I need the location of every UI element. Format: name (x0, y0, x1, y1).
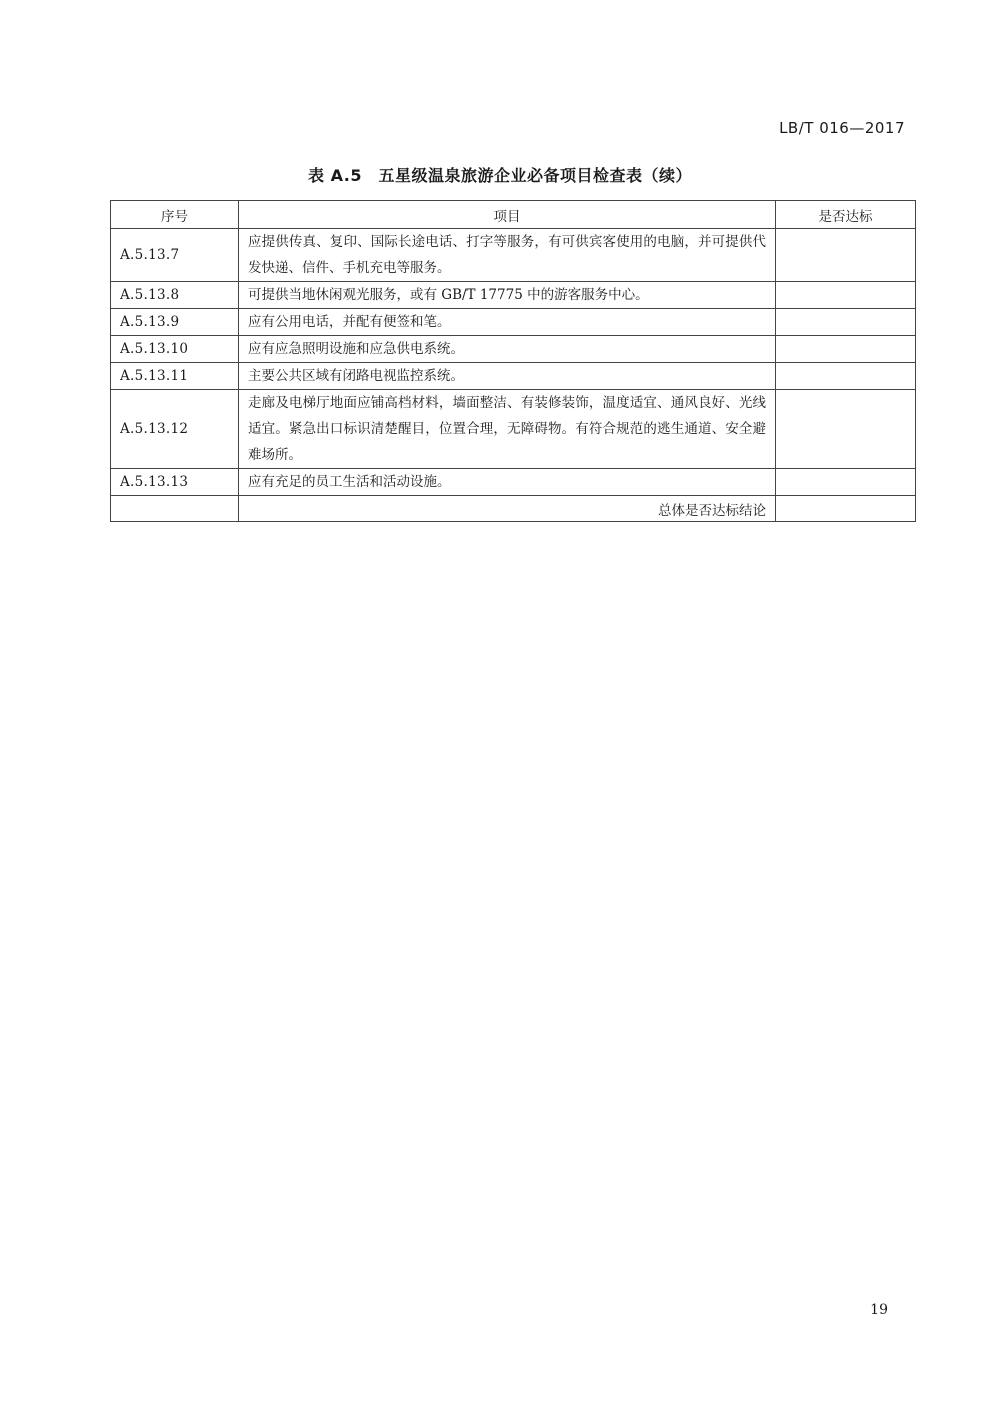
row-number: A.5.13.13 (111, 469, 239, 496)
row-compliant-cell (776, 390, 916, 469)
row-item: 主要公共区域有闭路电视监控系统。 (239, 363, 776, 390)
page-number: 19 (870, 1302, 888, 1318)
table-header-row (111, 201, 916, 229)
summary-compliant-cell (776, 496, 916, 522)
column-header-number: 序号 (111, 201, 239, 229)
column-header-compliant: 是否达标 (776, 201, 916, 229)
row-number: A.5.13.12 (111, 390, 239, 469)
column-header-item: 项目 (239, 201, 776, 229)
row-item: 应有充足的员工生活和活动设施。 (239, 469, 776, 496)
row-number: A.5.13.10 (111, 336, 239, 363)
row-number: A.5.13.8 (111, 282, 239, 309)
row-compliant-cell (776, 336, 916, 363)
row-item: 应提供传真、复印、国际长途电话、打字等服务，有可供宾客使用的电脑，并可提供代发快递、信件、手机充电等服务。 (239, 229, 776, 282)
standard-code: LB/T 016—2017 (779, 119, 905, 137)
row-item: 应有应急照明设施和应急供电系统。 (239, 336, 776, 363)
table-row (111, 309, 916, 336)
summary-row (111, 496, 916, 522)
table-row (111, 336, 916, 363)
row-number: A.5.13.9 (111, 309, 239, 336)
row-compliant-cell (776, 282, 916, 309)
row-number: A.5.13.7 (111, 229, 239, 282)
table-title: 表 A.5 五星级温泉旅游企业必备项目检查表（续） (308, 166, 692, 185)
summary-label: 总体是否达标结论 (239, 496, 776, 522)
row-number: A.5.13.11 (111, 363, 239, 390)
row-item: 应有公用电话，并配有便签和笔。 (239, 309, 776, 336)
row-item: 可提供当地休闲观光服务，或有 GB/T 17775 中的游客服务中心。 (239, 282, 776, 309)
summary-number (111, 496, 239, 522)
table-row (111, 469, 916, 496)
row-item: 走廊及电梯厅地面应铺高档材料，墙面整洁、有装修装饰，温度适宜、通风良好、光线适宜。紧急出口标识清楚醒目，位置合理，无障碍物。有符合规范的逃生通道、安全避难场所。 (239, 390, 776, 469)
row-compliant-cell (776, 229, 916, 282)
row-compliant-cell (776, 363, 916, 390)
row-compliant-cell (776, 309, 916, 336)
checklist-table (110, 200, 916, 522)
table-row (111, 282, 916, 309)
row-compliant-cell (776, 469, 916, 496)
table-row (111, 363, 916, 390)
table-row (111, 229, 916, 282)
table-row (111, 390, 916, 469)
